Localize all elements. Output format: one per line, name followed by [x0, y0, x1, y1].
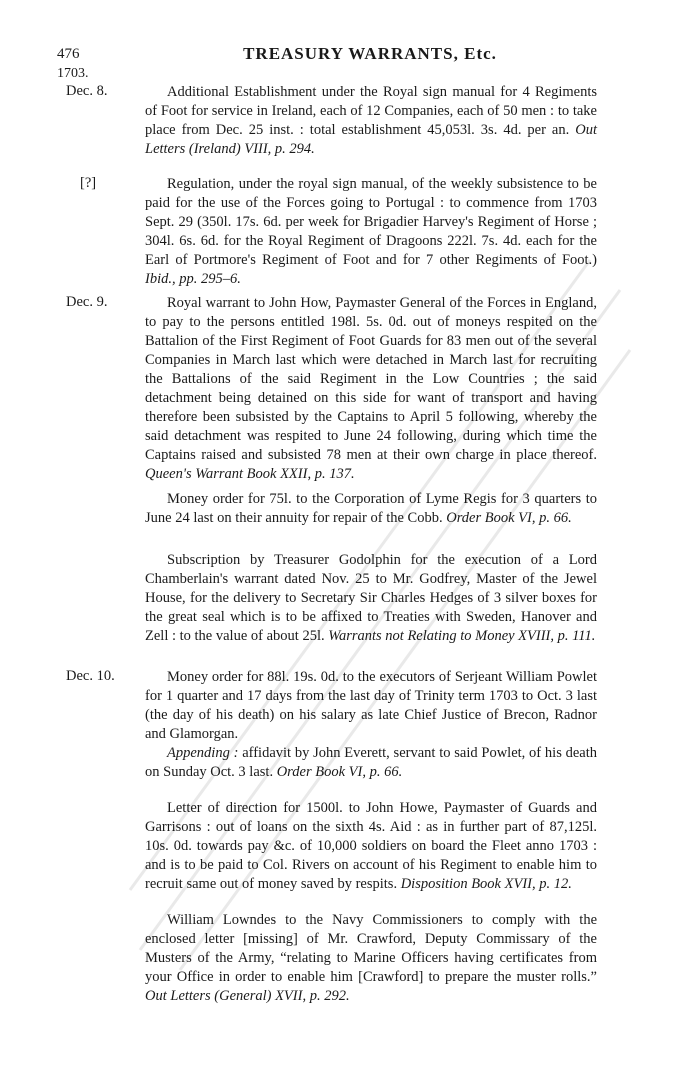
entry-date: [?]: [80, 175, 97, 191]
entry-text: Regulation, under the royal sign manual, of the weekly subsistence to be paid for the use of the Forces going to Portugal : to commence from 1703 Sept. 29 (350l. 17s. 6d. per week for Brigadier Harvey's Regiment of Horse ; 304l. 6s. 6d. for the Royal Regiment of Dragoons 222l. 7s. 4d. each for the Earl of Portmore's Regiment of Foot and for 7 other Regiments of Foot.) Ibid., pp. 295–6.: [145, 176, 597, 287]
entry-reference: Ibid., pp. 295–6.: [145, 271, 241, 287]
entry-text: William Lowndes to the Navy Commissioners to comply with the enclosed letter [missing] of Mr. Crawford, Deputy Commissary of the Musters of the Army, “relating to Marine Officers having certificates from your Office in order to enable him [Crawford] to prepare the muster rolls.” Out Letters (General) XVII, p. 292.: [145, 912, 597, 1004]
appending-text: affidavit by John Everett, servant to said Powlet, of his death on Sunday Oct. 3 last.: [145, 745, 598, 780]
page-number: 476: [57, 46, 80, 62]
entry-reference: Queen's Warrant Book XXII, p. 137.: [145, 466, 355, 482]
appending-label: Appending :: [167, 745, 239, 761]
entry-text: Subscription by Treasurer Godolphin for the execution of a Lord Chamberlain's warrant dated Nov. 25 to Mr. Godfrey, Master of the Jewel House, for the delivery to Secretary Sir Charles Hedges of 3 silver boxes for the great seal which is to be affixed to Treaties with Sweden, Hanover and Zell : to the value of about 25l. Warrants not Relating to Money XVIII, p. 111.: [145, 552, 597, 644]
running-head: TREASURY WARRANTS, Etc.: [243, 44, 497, 63]
entry-date: Dec. 8.: [66, 83, 108, 99]
entry-date: Dec. 10.: [66, 668, 115, 684]
entry-text: Money order for 75l. to the Corporation of Lyme Regis for 3 quarters to June 24 last on their annuity for repair of the Cobb. Order Book VI, p. 66.: [145, 491, 597, 526]
entry-reference: Order Book VI, p. 66.: [276, 764, 403, 780]
entry-reference: Out Letters (Ireland) VIII, p. 294.: [145, 122, 597, 157]
entry-date: Dec. 9.: [66, 294, 108, 310]
entry-text: Money order for 88l. 19s. 0d. to the executors of Serjeant William Powlet for 1 quarter and 17 days from the last day of Trinity term 1703 to Oct. 3 last (the day of his death) on his salary as late Chief Justice of Brecon, Radnor and Glamorgan. Appending : affidavit by John Everett, servant to said Powlet, of his death on Sunday Oct. 3 last. Order Book VI, p. 66.: [145, 669, 598, 780]
entry-text: Letter of direction for 1500l. to John Howe, Paymaster of Guards and Garrisons : out of loans on the sixth 4s. Aid : as in further part of 87,125l. 10s. 0d. towards pay &c. of 10,000 soldiers on board the Fleet anno 1703 : and is to be paid to Col. Rivers on account of his Regiment to enable him to recruit same out of money saved by respits. Disposition Book XVII, p. 12.: [145, 800, 597, 892]
year-label: 1703.: [57, 66, 89, 81]
entry-reference: Out Letters (General) XVII, p. 292.: [145, 988, 350, 1004]
entry-reference: Warrants not Relating to Money XVIII, p. 111.: [328, 628, 596, 644]
entry-reference: Order Book VI, p. 66.: [446, 510, 572, 526]
entry-reference: Disposition Book XVII, p. 12.: [400, 876, 572, 892]
entry-text: Royal warrant to John How, Paymaster General of the Forces in England, to pay to the persons entitled 198l. 5s. 0d. out of moneys respited on the Battalion of the First Regiment of Foot Guards for 83 men out of the several Companies in March last which were detached in March last for recruiting the Battalions of the said Regiment in the Low Countries ; the said detachment being detained on this side for want of transport and having therefore been subsisted by the Captains to April 5 following, whereby the said detachment was respited to June 24 following, during which time the Captains raised and subsisted 78 men at their own charge in place thereof. Queen's Warrant Book XXII, p. 137.: [145, 295, 597, 482]
entry-text: Additional Establishment under the Royal sign manual for 4 Regiments of Foot for service in Ireland, each of 12 Companies, each of 50 men : to take place from Dec. 25 inst. : total establishment 45,053l. 3s. 4d. per an. Out Letters (Ireland) VIII, p. 294.: [145, 84, 597, 157]
